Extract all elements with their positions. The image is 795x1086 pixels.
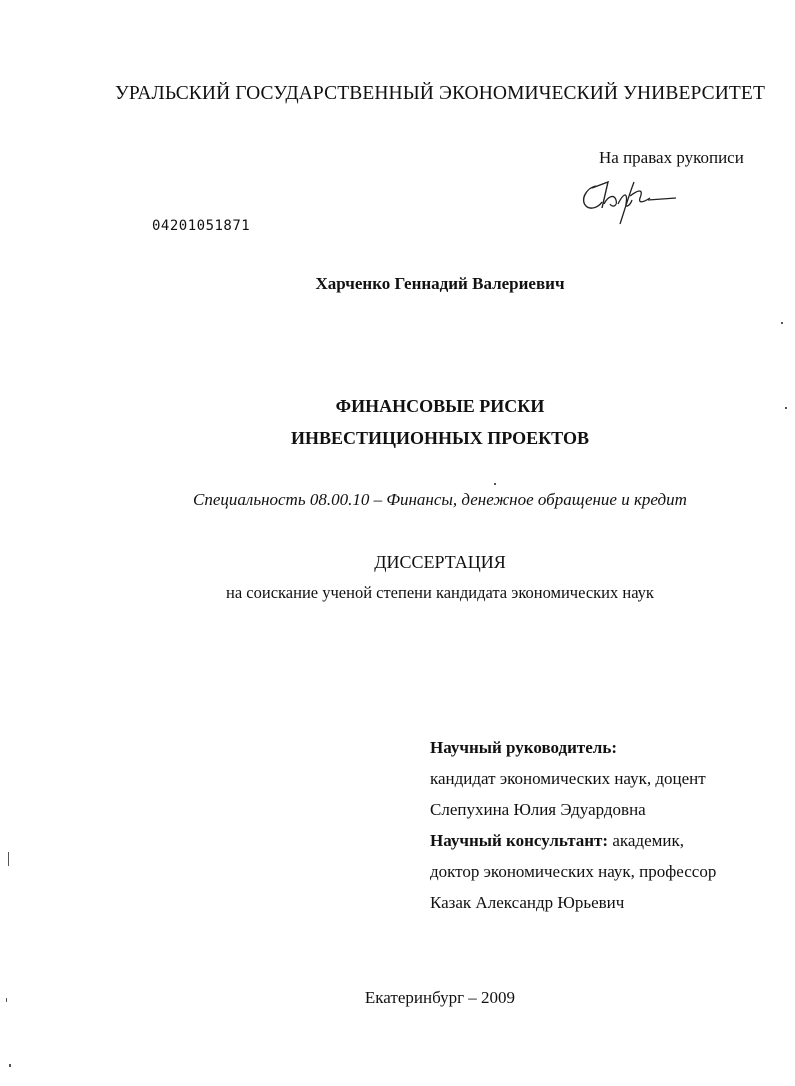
handwritten-signature: [578, 178, 678, 226]
scan-speck: [494, 483, 496, 485]
degree-line: на соискание ученой степени кандидата экономических наук: [226, 583, 654, 602]
university-name: УРАЛЬСКИЙ ГОСУДАРСТВЕННЫЙ ЭКОНОМИЧЕСКИЙ УНИВЕРСИТЕТ: [115, 83, 765, 104]
consultant-name: Казак Александр Юрьевич: [430, 893, 625, 912]
specialty-line: Специальность 08.00.10 – Финансы, денежное обращение и кредит: [193, 490, 687, 509]
scan-speck: [6, 998, 7, 1002]
consultant-title-inline: академик,: [608, 831, 684, 850]
supervisor-name: Слепухина Юлия Эдуардовна: [430, 800, 646, 819]
city-and-year: Екатеринбург – 2009: [364, 988, 516, 1007]
supervisor-title: кандидат экономических наук, доцент: [430, 769, 706, 788]
scan-speck: [785, 407, 787, 409]
supervisor-label: Научный руководитель:: [430, 738, 617, 757]
scan-speck: [8, 852, 9, 866]
consultant-title: доктор экономических наук, профессор: [430, 862, 717, 881]
document-type: ДИССЕРТАЦИЯ: [374, 552, 506, 572]
archive-code: 04201051871: [152, 218, 251, 234]
consultant-label: Научный консультант:: [430, 831, 609, 850]
scan-speck: [9, 1064, 11, 1067]
thesis-title-line-1: ФИНАНСОВЫЕ РИСКИ: [335, 396, 545, 416]
thesis-title-line-2: ИНВЕСТИЦИОННЫХ ПРОЕКТОВ: [291, 428, 589, 448]
author-name: Харченко Геннадий Валериевич: [315, 274, 565, 293]
consultant-line: [430, 831, 684, 851]
scan-speck: [781, 322, 783, 324]
manuscript-rights-note: На правах рукописи: [599, 148, 744, 167]
